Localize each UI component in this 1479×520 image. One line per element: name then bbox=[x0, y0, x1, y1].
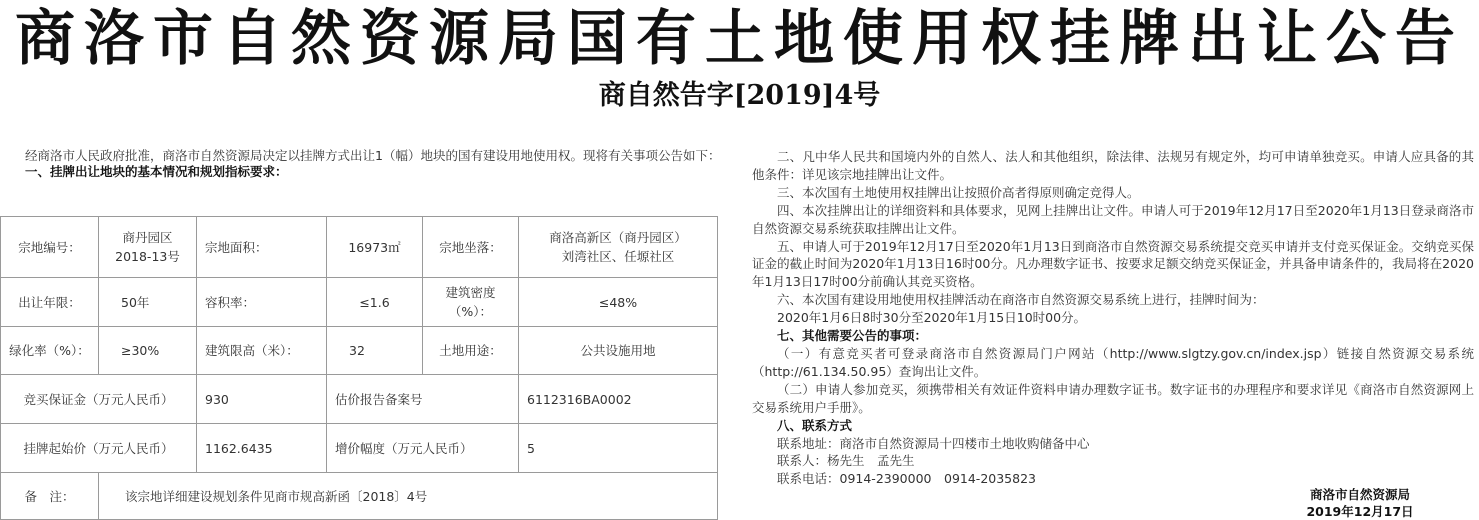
table-row bbox=[1, 424, 718, 473]
section-8-heading: 八、联系方式 bbox=[777, 417, 853, 433]
table-value: 6112316BA0002 bbox=[519, 375, 718, 424]
intro-paragraph: 经商洛市人民政府批准，商洛市自然资源局决定以挂牌方式出让1（幅）地块的国有建设用地使用权。现将有关事项公告如下： bbox=[25, 148, 721, 163]
section-1-heading: 一、挂牌出让地块的基本情况和规划指标要求： bbox=[25, 164, 288, 179]
contact-person: 联系人：杨先生 孟先生 bbox=[777, 453, 915, 469]
page-title: 商洛市自然资源局国有土地使用权挂牌出让公告 bbox=[15, 4, 1464, 74]
table-row bbox=[1, 327, 718, 375]
table-value bbox=[99, 217, 197, 278]
table-label: 备 注： bbox=[1, 473, 99, 520]
table-value: 930 bbox=[197, 375, 327, 424]
section-7-item-2: （二）申请人参加竞买，须携带相关有效证件资料申请办理数字证书。数字证书的办理程序和要求详见《商洛市自然资源网上交易系统用户手册》。 bbox=[752, 381, 1474, 415]
table-value: 16973㎡ bbox=[327, 217, 423, 278]
table-label: 竞买保证金（万元人民币） bbox=[1, 375, 197, 424]
table-value-line: 商丹园区 bbox=[122, 230, 173, 245]
table-row bbox=[1, 375, 718, 424]
contact-address: 联系地址：商洛市自然资源局十四楼市土地收购储备中心 bbox=[777, 435, 1090, 451]
section-5: 五、申请人可于2019年12月17日至2020年1月13日到商洛市自然资源交易系统提交竞买申请并支付竞买保证金。交纳竞买保证金的截止时间为2020年1月13日16时00分。凡办理数字证书、按要求足额交纳竞买保证金，并具备申请条件的，我局将在2020年1月13日17时00分前确认其竞买资格。 bbox=[752, 238, 1474, 290]
intro-section bbox=[0, 148, 732, 180]
document-number: 商自然告字[2019]4号 bbox=[598, 80, 881, 111]
listing-time: 2020年1月6日8时30分至2020年1月15日10时00分。 bbox=[777, 310, 1087, 326]
table-label: 估价报告备案号 bbox=[327, 375, 519, 424]
table-label: 挂牌起始价（万元人民币） bbox=[1, 424, 197, 473]
land-info-table bbox=[0, 216, 718, 520]
section-3: 三、本次国有土地使用权挂牌出让按照价高者得原则确定竞得人。 bbox=[777, 184, 1140, 200]
table-value: 1162.6435 bbox=[197, 424, 327, 473]
table-row bbox=[1, 217, 718, 278]
contact-phone: 联系电话：0914-2390000 0914-2035823 bbox=[777, 471, 1036, 487]
table-value: ≤1.6 bbox=[327, 278, 423, 327]
table-value-line: 商洛高新区（商丹园区） bbox=[549, 230, 687, 245]
land-info-table-wrapper bbox=[0, 216, 717, 520]
table-row bbox=[1, 473, 718, 520]
table-label: 宗地编号： bbox=[1, 217, 99, 278]
table-value: ≥30% bbox=[99, 327, 197, 375]
section-4: 四、本次挂牌出让的详细资料和具体要求，见网上挂牌出让文件。申请人可于2019年12月17日至2020年1月13日登录商洛市自然资源交易系统获取挂牌出让文件。 bbox=[752, 202, 1474, 236]
table-label: 绿化率（%）： bbox=[1, 327, 99, 375]
section-7-heading: 七、其他需要公告的事项： bbox=[777, 328, 928, 344]
table-label: 出让年限： bbox=[1, 278, 99, 327]
table-value-line: 刘湾社区、任塬社区 bbox=[561, 249, 675, 264]
table-label: 宗地面积： bbox=[197, 217, 327, 278]
section-6: 六、本次国有建设用地使用权挂牌活动在商洛市自然资源交易系统上进行，挂牌时间为： bbox=[777, 292, 1265, 308]
signature-org: 商洛市自然资源局 bbox=[1309, 487, 1410, 502]
section-7-item-1: （一）有意竞买者可登录商洛市自然资源局门户网站（http://www.slgtzy.gov.cn/index.jsp）链接自然资源交易系统（http://61.134.50.95）查询出让文件。 bbox=[752, 345, 1474, 379]
table-label: 建筑密度（%）： bbox=[423, 278, 519, 327]
section-2: 二、凡中华人民共和国境内外的自然人、法人和其他组织，除法律、法规另有规定外，均可申请单独竞买。申请人应具备的其他条件：详见该宗地挂牌出让文件。 bbox=[752, 149, 1474, 182]
table-value: 该宗地详细建设规划条件见商市规高新函〔2018〕4号 bbox=[99, 473, 718, 520]
table-value: 50年 bbox=[99, 278, 197, 327]
table-row bbox=[1, 278, 718, 327]
signature-block bbox=[1290, 486, 1430, 520]
table-value: ≤48% bbox=[519, 278, 718, 327]
right-column bbox=[752, 148, 1474, 488]
table-value: 5 bbox=[519, 424, 718, 473]
table-label: 容积率： bbox=[197, 278, 327, 327]
table-value-line: 2018-13号 bbox=[115, 249, 180, 264]
table-value bbox=[519, 217, 718, 278]
table-value: 32 bbox=[327, 327, 423, 375]
table-label: 土地用途： bbox=[423, 327, 519, 375]
table-label: 建筑限高（米）： bbox=[197, 327, 327, 375]
table-label: 增价幅度（万元人民币） bbox=[327, 424, 519, 473]
signature-date: 2019年12月17日 bbox=[1306, 504, 1414, 519]
table-value: 公共设施用地 bbox=[519, 327, 718, 375]
table-label: 宗地坐落： bbox=[423, 217, 519, 278]
